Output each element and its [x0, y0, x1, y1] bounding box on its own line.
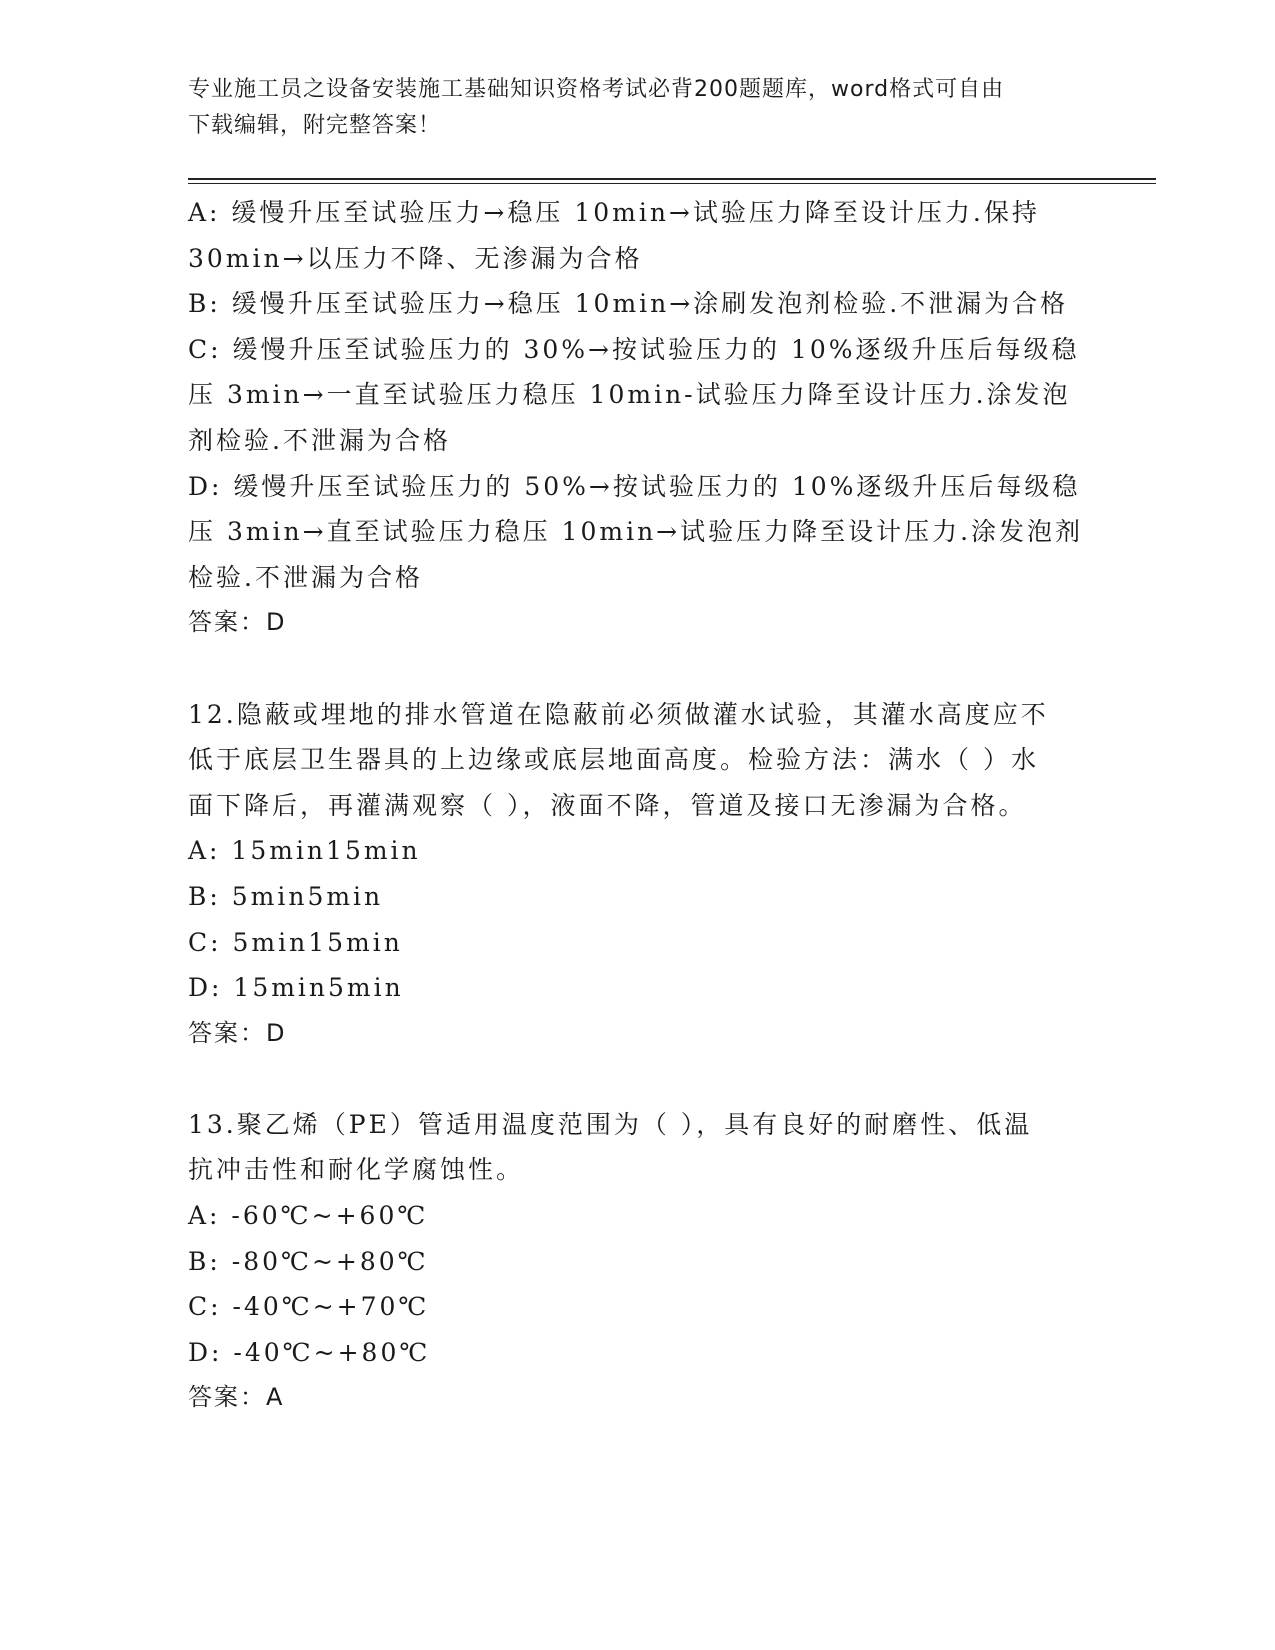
q12-question-line: 低于底层卫生器具的上边缘或底层地面高度。检验方法：满水（ ）水 — [188, 745, 1039, 775]
q12-question-line: 12.隐蔽或埋地的排水管道在隐蔽前必须做灌水试验，其灌水高度应不 — [188, 699, 1049, 729]
spacer — [188, 646, 1088, 692]
q13-answer: 答案：A — [188, 1383, 285, 1412]
q12-option: A: 15min15min — [188, 836, 421, 866]
q13-option: D: -40℃~+80℃ — [188, 1337, 431, 1367]
header-line-2: 下载编辑，附完整答案！ — [188, 113, 442, 138]
spacer — [188, 1056, 1088, 1102]
q11-option-line: 30min→以压力不降、无渗漏为合格 — [188, 243, 643, 273]
q11-answer: 答案：D — [188, 608, 287, 637]
q12-question-line: 面下降后，再灌满观察（ ），液面不降，管道及接口无渗漏为合格。 — [188, 790, 1027, 820]
q11-option-line: 检验.不泄漏为合格 — [188, 562, 423, 592]
q12-option: C: 5min15min — [188, 927, 403, 957]
document-body — [188, 190, 1088, 1421]
question-11-block — [188, 190, 1088, 646]
q12-answer: 答案：D — [188, 1018, 287, 1047]
header-divider-thick — [188, 178, 1156, 180]
header-divider-thin — [188, 183, 1156, 184]
q13-option: A: -60℃~+60℃ — [188, 1201, 429, 1231]
q11-option-line: D: 缓慢升压至试验压力的 50%→按试验压力的 10%逐级升压后每级稳 — [188, 471, 1081, 501]
q11-option-line: 压 3min→直至试验压力稳压 10min→试验压力降至设计压力.涂发泡剂 — [188, 517, 1084, 547]
q11-option-line: A: 缓慢升压至试验压力→稳压 10min→试验压力降至设计压力.保持 — [188, 198, 1040, 227]
question-12-block — [188, 692, 1088, 1057]
q11-option-line: 压 3min→一直至试验压力稳压 10min-试验压力降至设计压力.涂发泡 — [188, 380, 1071, 410]
document-header — [188, 72, 1088, 144]
q11-option-line: B: 缓慢升压至试验压力→稳压 10min→涂刷发泡剂检验.不泄漏为合格 — [188, 289, 1069, 319]
question-13-block — [188, 1102, 1088, 1421]
header-line-1: 专业施工员之设备安装施工基础知识资格考试必背200题题库，word格式可自由 — [188, 77, 1005, 102]
q13-question-line: 抗冲击性和耐化学腐蚀性。 — [188, 1155, 525, 1185]
q11-option-line: 剂检验.不泄漏为合格 — [188, 425, 451, 455]
q13-option: B: -80℃~+80℃ — [188, 1246, 429, 1276]
q11-option-line: C: 缓慢升压至试验压力的 30%→按试验压力的 10%逐级升压后每级稳 — [188, 334, 1080, 364]
q13-question-line: 13.聚乙烯（PE）管适用温度范围为（ ），具有良好的耐磨性、低温 — [188, 1109, 1033, 1139]
q12-option: D: 15min5min — [188, 973, 404, 1003]
q12-option: B: 5min5min — [188, 881, 384, 911]
q13-option: C: -40℃~+70℃ — [188, 1292, 430, 1322]
